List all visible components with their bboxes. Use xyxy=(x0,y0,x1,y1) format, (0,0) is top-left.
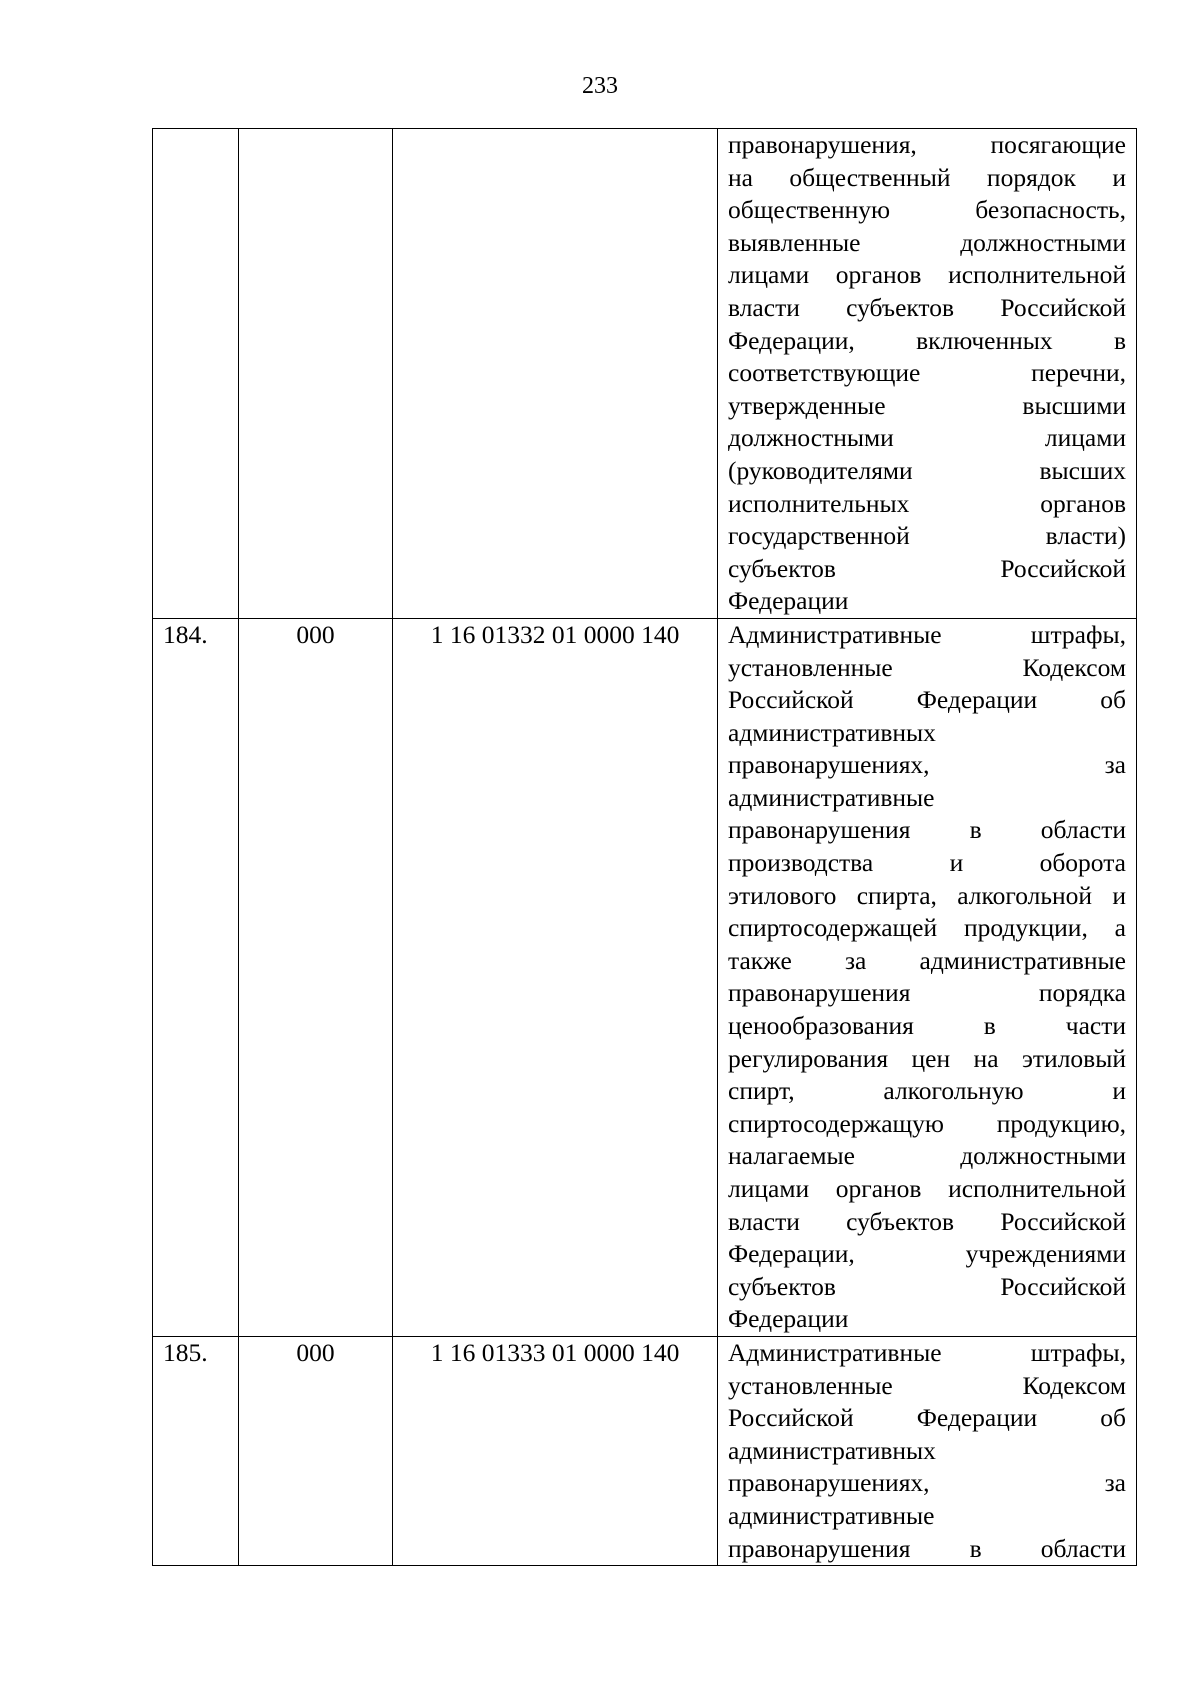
description-line: административные xyxy=(728,782,935,812)
description-line: налагаемые должностными xyxy=(728,1141,1126,1171)
description-line: правонарушения в области xyxy=(728,1533,1126,1563)
description-line: административных xyxy=(728,1435,936,1465)
description-line: Федерации, включенных в xyxy=(728,325,1126,355)
description-line: правонарушениях, за xyxy=(728,750,1126,780)
description-line: (руководителями высших xyxy=(728,455,1126,485)
description-cell xyxy=(718,1336,1137,1565)
description-line: Российской Федерации об xyxy=(728,685,1126,715)
budget-code-table xyxy=(152,128,1137,1566)
description-line: спиртосодержащую продукцию, xyxy=(728,1108,1126,1138)
description-line: спирт, алкогольную и xyxy=(728,1076,1126,1106)
admin-code-cell: 000 xyxy=(239,618,393,1336)
description-line: Российской Федерации об xyxy=(728,1403,1126,1433)
table-row xyxy=(153,618,1137,1336)
description-line: административных xyxy=(728,717,936,747)
description-line: установленные Кодексом xyxy=(728,652,1126,682)
description-line: правонарушения порядка xyxy=(728,978,1126,1008)
budget-classification-code-cell: 1 16 01332 01 0000 140 xyxy=(393,618,718,1336)
description-line: производства и оборота xyxy=(728,848,1126,878)
row-number-cell xyxy=(153,129,239,619)
description-line: утвержденные высшими xyxy=(728,390,1126,420)
description-line: Административные штрафы, xyxy=(728,619,1126,649)
row-number-cell: 185. xyxy=(153,1336,239,1565)
description-line: административные xyxy=(728,1500,935,1530)
description-line: этилового спирта, алкогольной и xyxy=(728,880,1126,910)
description-line: соответствующие перечни, xyxy=(728,358,1126,388)
description-line: исполнительных органов xyxy=(728,488,1126,518)
description-line: установленные Кодексом xyxy=(728,1370,1126,1400)
table-row xyxy=(153,129,1137,619)
budget-classification-code-cell xyxy=(393,129,718,619)
description-cell xyxy=(718,129,1137,619)
description-cell xyxy=(718,618,1137,1336)
description-line: субъектов Российской xyxy=(728,553,1126,583)
budget-classification-code-cell: 1 16 01333 01 0000 140 xyxy=(393,1336,718,1565)
description-line: выявленные должностными xyxy=(728,227,1126,257)
description-line: субъектов Российской xyxy=(728,1271,1126,1301)
description-line: лицами органов исполнительной xyxy=(728,260,1126,290)
description-line: Федерации xyxy=(728,1304,849,1334)
admin-code-cell xyxy=(239,129,393,619)
description-line: лицами органов исполнительной xyxy=(728,1174,1126,1203)
description-line: правонарушениях, за xyxy=(728,1468,1126,1498)
description-line: Административные штрафы, xyxy=(728,1337,1126,1367)
row-number-cell: 184. xyxy=(153,618,239,1336)
table-body xyxy=(153,129,1137,1566)
description-line: на общественный порядок и xyxy=(728,162,1126,192)
description-line: правонарушения в области xyxy=(728,815,1126,845)
description-line: ценообразования в части xyxy=(728,1011,1126,1041)
description-line: спиртосодержащей продукции, а xyxy=(728,913,1126,943)
admin-code-cell: 000 xyxy=(239,1336,393,1565)
description-line: общественную безопасность, xyxy=(728,195,1126,225)
description-line: регулирования цен на этиловый xyxy=(728,1043,1126,1073)
description-line: Федерации, учреждениями xyxy=(728,1239,1126,1269)
description-line: государственной власти) xyxy=(728,521,1126,551)
table-row xyxy=(153,1336,1137,1565)
description-line: власти субъектов Российской xyxy=(728,1206,1126,1236)
description-line: также за административные xyxy=(728,945,1126,975)
description-line: власти субъектов Российской xyxy=(728,292,1126,322)
page-number: 233 xyxy=(582,73,618,99)
description-line: правонарушения, посягающие xyxy=(728,130,1126,159)
description-line: должностными лицами xyxy=(728,423,1126,453)
description-line: Федерации xyxy=(728,586,849,616)
